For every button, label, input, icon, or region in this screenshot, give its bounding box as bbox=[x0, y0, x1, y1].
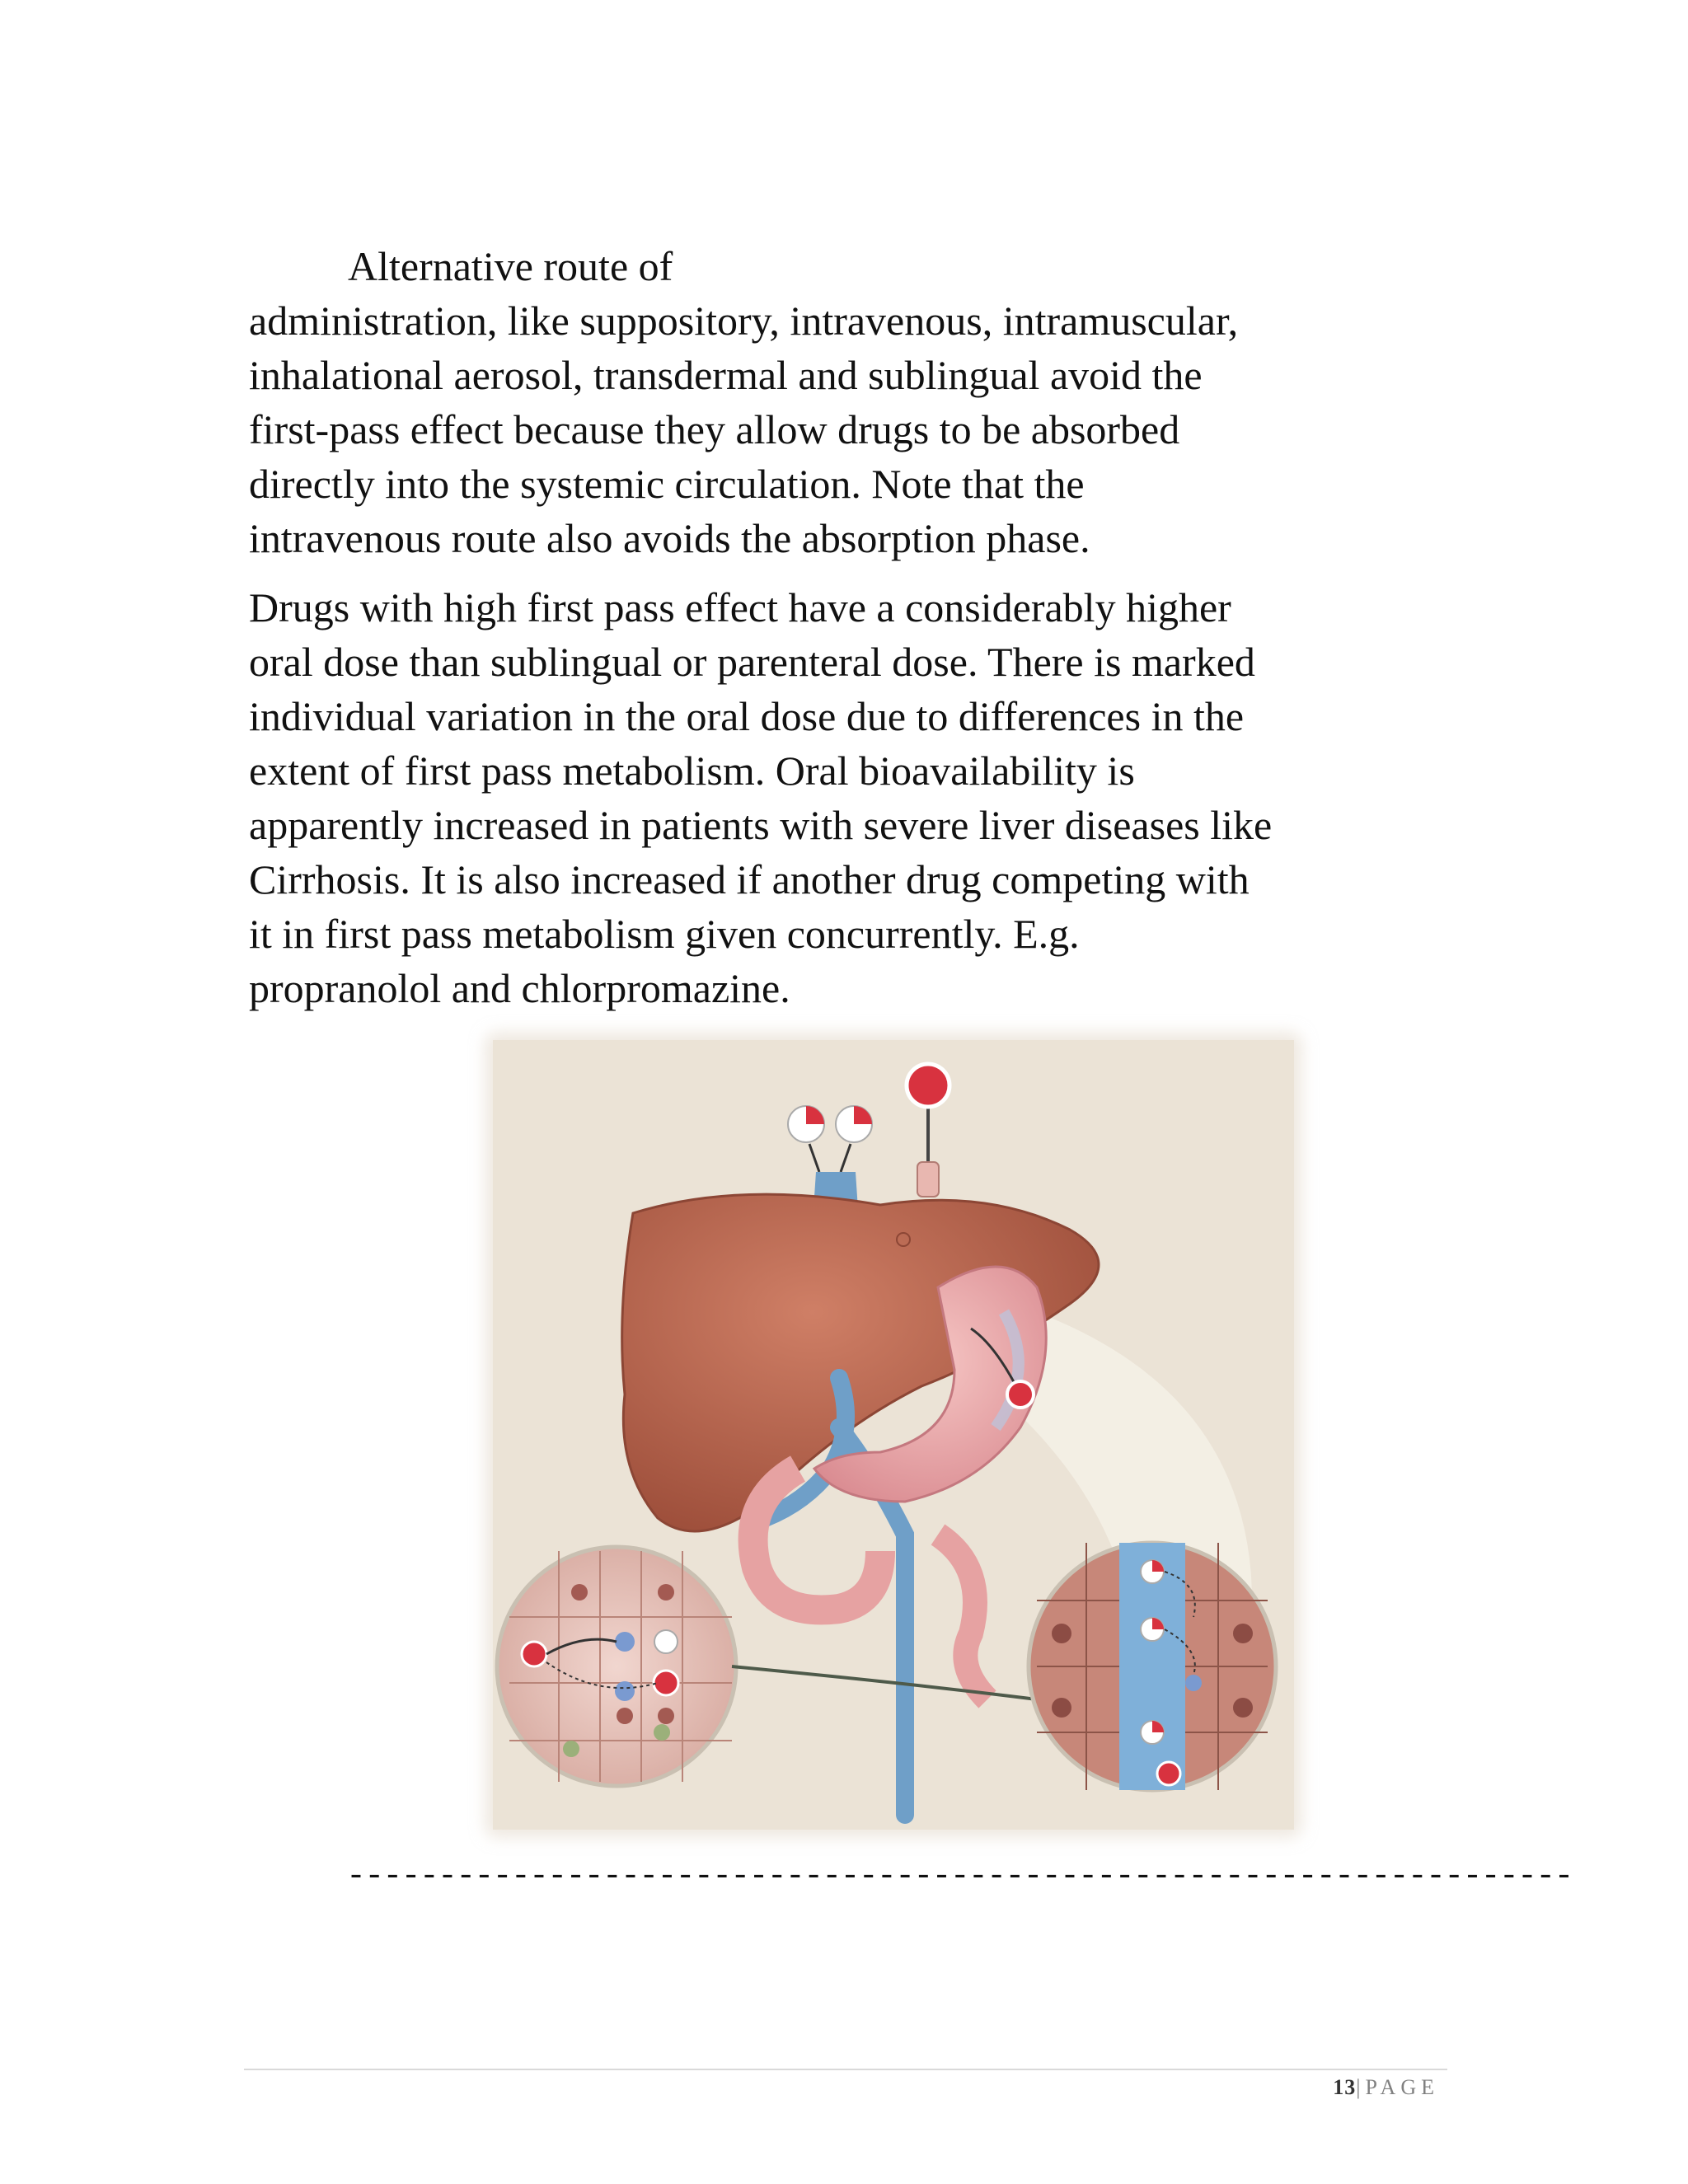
intestinal-wall-zoom bbox=[497, 1547, 736, 1786]
page-number: 13 bbox=[1333, 2075, 1357, 2099]
text-line: Alternative route of bbox=[348, 243, 673, 289]
text-line: it in first pass metabolism given concurrently. E.g. bbox=[249, 911, 1080, 957]
text-line: apparently increased in patients with severe liver diseases like bbox=[249, 802, 1273, 848]
text-line: administration, like suppository, intravenous, intramuscular, bbox=[249, 298, 1239, 344]
footer-label: PAGE bbox=[1365, 2075, 1439, 2099]
text-line: propranolol and chlorpromazine. bbox=[249, 965, 790, 1011]
text-line: individual variation in the oral dose due to differences in the bbox=[249, 693, 1245, 739]
drug-dot-icon bbox=[654, 1671, 678, 1695]
text-line: intravenous route also avoids the absorption phase. bbox=[249, 515, 1090, 561]
anatomy-svg bbox=[493, 1040, 1294, 1830]
page-footer bbox=[1333, 2075, 1439, 2100]
section-separator: ------------------------------------------------------------------- bbox=[346, 1858, 1573, 1896]
drug-dot-icon bbox=[1157, 1762, 1180, 1785]
first-pass-metabolism-illustration bbox=[493, 1040, 1294, 1830]
footer-rule bbox=[244, 2069, 1447, 2070]
text-line: oral dose than sublingual or parenteral dose. There is marked bbox=[249, 639, 1255, 685]
footer-divider: | bbox=[1356, 2075, 1366, 2099]
text-line: Cirrhosis. It is also increased if another drug competing with bbox=[249, 856, 1250, 902]
paragraph-oral-dose bbox=[249, 580, 1452, 1015]
drug-dot-icon bbox=[522, 1642, 546, 1666]
text-line: first-pass effect because they allow drugs to be absorbed bbox=[249, 406, 1180, 452]
paragraph-first-pass-routes bbox=[249, 239, 1452, 565]
text-line: inhalational aerosol, transdermal and sublingual avoid the bbox=[249, 352, 1203, 398]
text-line: extent of first pass metabolism. Oral bioavailability is bbox=[249, 748, 1135, 794]
hepatic-sinusoid-zoom bbox=[1029, 1543, 1276, 1790]
text-line: Drugs with high first pass effect have a considerably higher bbox=[249, 584, 1231, 630]
drug-dot-icon bbox=[907, 1064, 950, 1107]
text-line: directly into the systemic circulation. Note that the bbox=[249, 461, 1085, 507]
drug-dot-icon bbox=[1007, 1381, 1034, 1408]
